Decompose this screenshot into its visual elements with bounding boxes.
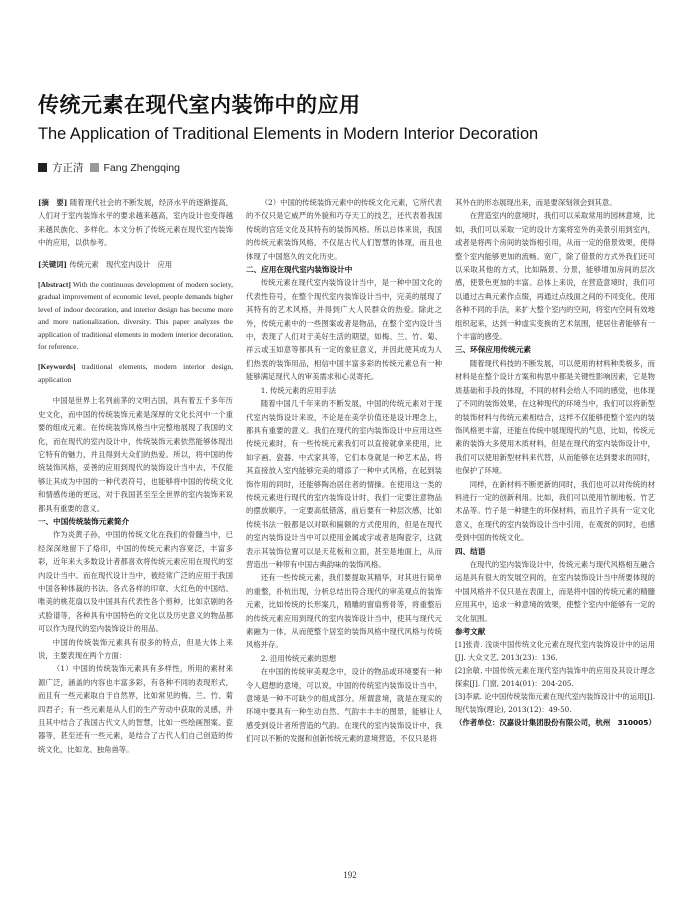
reference-item: [3]李斌. 论中国传统装饰元素在现代室内装饰设计中的运用[J]. 现代装饰(理论), 2013(12)：49-50. <box>455 692 655 715</box>
reference-item: [1]张青. 浅谈中国传统文化元素在现代室内装饰设计中的运用[J]. 大众文艺, 2013(23)：136. <box>455 640 655 663</box>
abstract-english-text: With the continuous development of modern society, gradual improvement of economic level, people demands higher level of indoor decoration, and interior design has become more and more nationalization, diversity. This paper analyzes the application of traditional elements in modern interior decoration, for reference. <box>38 280 233 352</box>
subsection-heading-2-2: 2. 沿用传统元素的思想 <box>260 653 337 663</box>
paragraph: 在现代的室内装饰设计中，传统元素与现代风格相互融合运是具有很大的发展空间的，在室内装饰设计当中所要体现的中国风格并不仅只是在表面上，而是将中国的传统元素的精髓应用其中，追求一种意境的效果，使整个室内中能够有一定的文化氛围。 <box>455 559 655 623</box>
reference-item: [2]余敏. 中国传统元素在现代室内装饰中的应用及其设计理念探索[J]. 门窗, 2014(01)：204-205. <box>455 666 655 689</box>
keywords-english-label: [Keywords] <box>38 362 76 372</box>
article-title-english: The Application of Traditional Elements in Modern Interior Decoration <box>38 125 539 143</box>
section-heading-2: 二、应用在现代室内装饰设计中 <box>246 265 353 275</box>
column-right <box>455 196 655 729</box>
black-square-marker-icon <box>38 163 47 172</box>
article-title-chinese: 传统元素在现代室内装饰中的应用 <box>38 93 361 117</box>
paragraph: 随着中国几千年来的不断发展，中国的传统元素对于现代室内装饰设计来说，不论是在美学价值还是设计理念上，都具有重要的意义。我们在现代的室内装饰设计中应用这些传统元素时，有一些传统元素我们可以直接就拿来使用，比如字画、瓷器、中式家具等，它们本身就是一种艺术品，将其直接放入室内能够完美的增添了一种中式风格，在起到装饰作用的同时，还能够陶冶居住者的情操。在使用这一类的传统元素进行现代的室内装饰设计时，我们一定要注意物品的摆放顺序，一定要高低错落，前后要有一种层次感，比如传统书法一般都是以对联和匾额的方式使用的，但是在现代的室内装饰设计当中可以使用金属或字或者是陶瓷字，这就表示其装饰位置可以是天花板和立面，甚至是地面上，从而营造出一种带有中国古典韵味的装饰风格。 <box>246 399 442 569</box>
paragraph: 还有一些传统元素，我们要提取其精华，对其进行简单的重整，扑杭出现，分析总结出符合现代的审美观点的装饰元素，比如传统的长形案几，精雕的窗扇剪骨等，将重整后的传统元素应用到现代的室内装饰设计当中，使其与现代元素融为一体，从而使整个居室的装饰风格中现代风格与传统风格并存。 <box>246 573 442 650</box>
keywords-chinese-text: 传统元素 现代室内设计 应用 <box>69 259 173 269</box>
paragraph: （2）中国的传统装饰元素中的传统文化元素，它所代表的不仅只是它威严的外貌和巧夺天工的技艺，还代表着我国传统的宫廷文化及其特有的装饰风格。所以总体来说，我国的传统元素装饰风格，不仅是古代人们智慧的体现，而且也体现了中国悠久的文化历史。 <box>246 198 442 261</box>
author-affiliation: （作者单位：汉嘉设计集团股份有限公司，杭州 310005） <box>455 718 656 728</box>
section-heading-1: 一、中国传统装饰元素简介 <box>38 516 130 526</box>
paragraph: 作为炎黄子孙，中国的传统文化在我们的骨髓当中，已经深深地留下了烙印，中国的传统元素内容宽泛，丰富多彩，近年来大多数设计者都喜欢将传统元素应用在现代的室内设计当中。而在现代设计当中，被经常广泛的应用于我国中国各种体裁的书法、各式各样的印章、大红色的中国结、唯美的桃花扇以及中国具有代表性各个剪种，比如京剧的各式脸谱等，各种具有中国特色的文化以及历史意义的物品都可以作为现代的室内装饰设计的用品。 <box>38 530 233 634</box>
references-list <box>455 638 655 716</box>
intro-paragraph: 中国是世界上名列前茅的文明古国，具有着五千多年历史文化，而中国的传统装饰元素是深厚的文化长河中一个重要的组成元素。在传统装饰风格当中完整地展现了我国的文化，而在现代的室内设计中，传统装饰元素依然能够体现出它特有的魅力，并且得到大众们的热爱。所以，将中国的传统装饰风格，妥善的应用到现代的装饰设计当中去，不仅能够让其成为中国的一种代表符号，也能够将中国的传统文化和情感传递的更远，对于我国甚至至全世界的室内装饰来说都具有重要的意义。 <box>38 396 233 513</box>
paragraph: 随着现代科技的不断发展，可以使用的材料种类极多，而材料是在整个设计方案和构思中都是关键性影响因素，它是物质基础和手段的体现，不同的材料会给人不同的感觉，也体现了不同的装饰效果，在这种现代的环境当中，我们可以将新型的装饰材料与传统元素相结合，这样不仅能够使整个室内的装饰风格更丰富，还能在传统中展现现代的气息，比如，传统元素的装饰大多使用木质材料，但是在现代的室内装饰设计中，我们可以使用新型材料来代替，从而能够在达到要求的同时，也保护了环境。 <box>455 358 655 476</box>
gray-square-marker-icon <box>90 163 99 172</box>
abstract-chinese-label: [摘 要] <box>38 198 68 207</box>
paragraph: 同样，在新材料不断更新的同时，我们也可以对传统的材料进行一定的创新利用。比如，我们可以使用竹制地板、竹艺术品等。竹子是一种建生的环保材料，而且竹子具有一定文化意义，在现代的室内装饰设计当中引用，在观赏的同时，也感受到中国的传统文化。 <box>455 479 655 543</box>
paragraph: （1）中国的传统装饰元素具有多样性，所用的素材来源广泛，涵盖的内容也丰富多彩，有各种不同的表现形式，而且有一些元素取自于自然界，比如常见的梅、兰、竹、菊四君子；有一些元素是从人们的生产劳动中获取的灵感，并且其中结合了我国古代文人的智慧，比如一些绘画图案、瓷器等，甚至还有一些元素，是结合了古代人们自己创造的传统文化，比如龙、独角兽等。 <box>38 664 233 754</box>
keywords-chinese <box>38 258 233 271</box>
abstract-chinese-text: 随着现代社会的不断发展，经济水平的逐渐提高，人们对于室内装饰水平的要求越来越高，室内设计也变得越来越民族化、多样化。本文分析了传统元素在现代室内装饰中的应用，以供参考。 <box>38 198 233 248</box>
section-heading-3: 三、环保应用传统元素 <box>455 345 531 355</box>
paragraph: 在营造室内的意境时，我们可以采取常用的园林意境，比如，我们可以采取一定的设计方案将室外的美景引用到室内，或者是将两个房间的装饰相引用，从而一定的借景效果，使得整个室内能够更加的流畅、宽广，除了借景的方式外我们还可以采取其他的方式，比如隔景、分景，能够增加房间的层次感，使景色更加的丰富。总体上来说，在营造意境时，我们可以通过古典元素作点缀，再通过点线面之间的不同变化，使用各种不同的手法，来扩大整个室内的空间，将室内空间有效地组织起来，达到一种虚实变换的艺术氛围，使居住者能够有一个丰富的感受。 <box>455 211 655 342</box>
abstract-english-label: [Abstract] <box>38 280 71 290</box>
column-middle <box>246 196 442 746</box>
paragraph: 传统元素在现代室内装饰设计当中，是一种中国文化的代表性符号，在整个现代室内装饰设计当中，完美的展现了其特有的艺术风格，并得到广大人民群众的热爱。除此之外，传统元素中的一些图案或者是物品，在整个室内设计当中，表现了人们对于美好生活的期望，如梅、兰、竹、菊、祥云或玉如意等都具有一定的象征意义，并因此使其成为人们热衷的装饰用品，相信中国丰富多彩的传统元素总有一种能够满足现代人的审美需求和心灵寄托。 <box>246 278 442 382</box>
abstract-chinese <box>38 196 233 250</box>
references-heading: 参考文献 <box>455 627 486 636</box>
abstract-english <box>38 279 233 353</box>
paragraph: 其外在的形态展现出来，而是要深刻领会到其意。 <box>455 198 617 207</box>
subsection-heading-2-1: 1. 传统元素的应用手法 <box>260 385 337 395</box>
author-name-english: Fang Zhengqing <box>103 162 180 174</box>
author-line <box>38 160 438 176</box>
page-number: 192 <box>343 870 357 880</box>
keywords-chinese-label: [关键词] <box>38 259 67 269</box>
keywords-english-text: traditional elements, modern interior design, application <box>38 362 233 384</box>
author-name-chinese: 方正清 <box>52 162 84 174</box>
paragraph: 在中国的传统审美观念中，设计的物品或环境要有一种令人遐想的意境，可以说，中国的传统室内装饰设计当中，意境是一种不可缺少的组成部分。所谓意境，就是在现实的环境中要具有一种生动自然、气韵丰丰丰的图景，能够让人感受到设计者所营造的气韵。在现代的室内装饰设计中，我们可以不断的发掘和创新传统元素的意境营造，不仅只是将 <box>246 667 442 744</box>
keywords-english <box>38 361 233 386</box>
column-left <box>38 196 233 756</box>
section-heading-4: 四、结语 <box>455 546 486 556</box>
paragraph: 中国的传统装饰元素具有很多的特点，但是大体上来说，主要表现在两个方面： <box>38 637 233 660</box>
